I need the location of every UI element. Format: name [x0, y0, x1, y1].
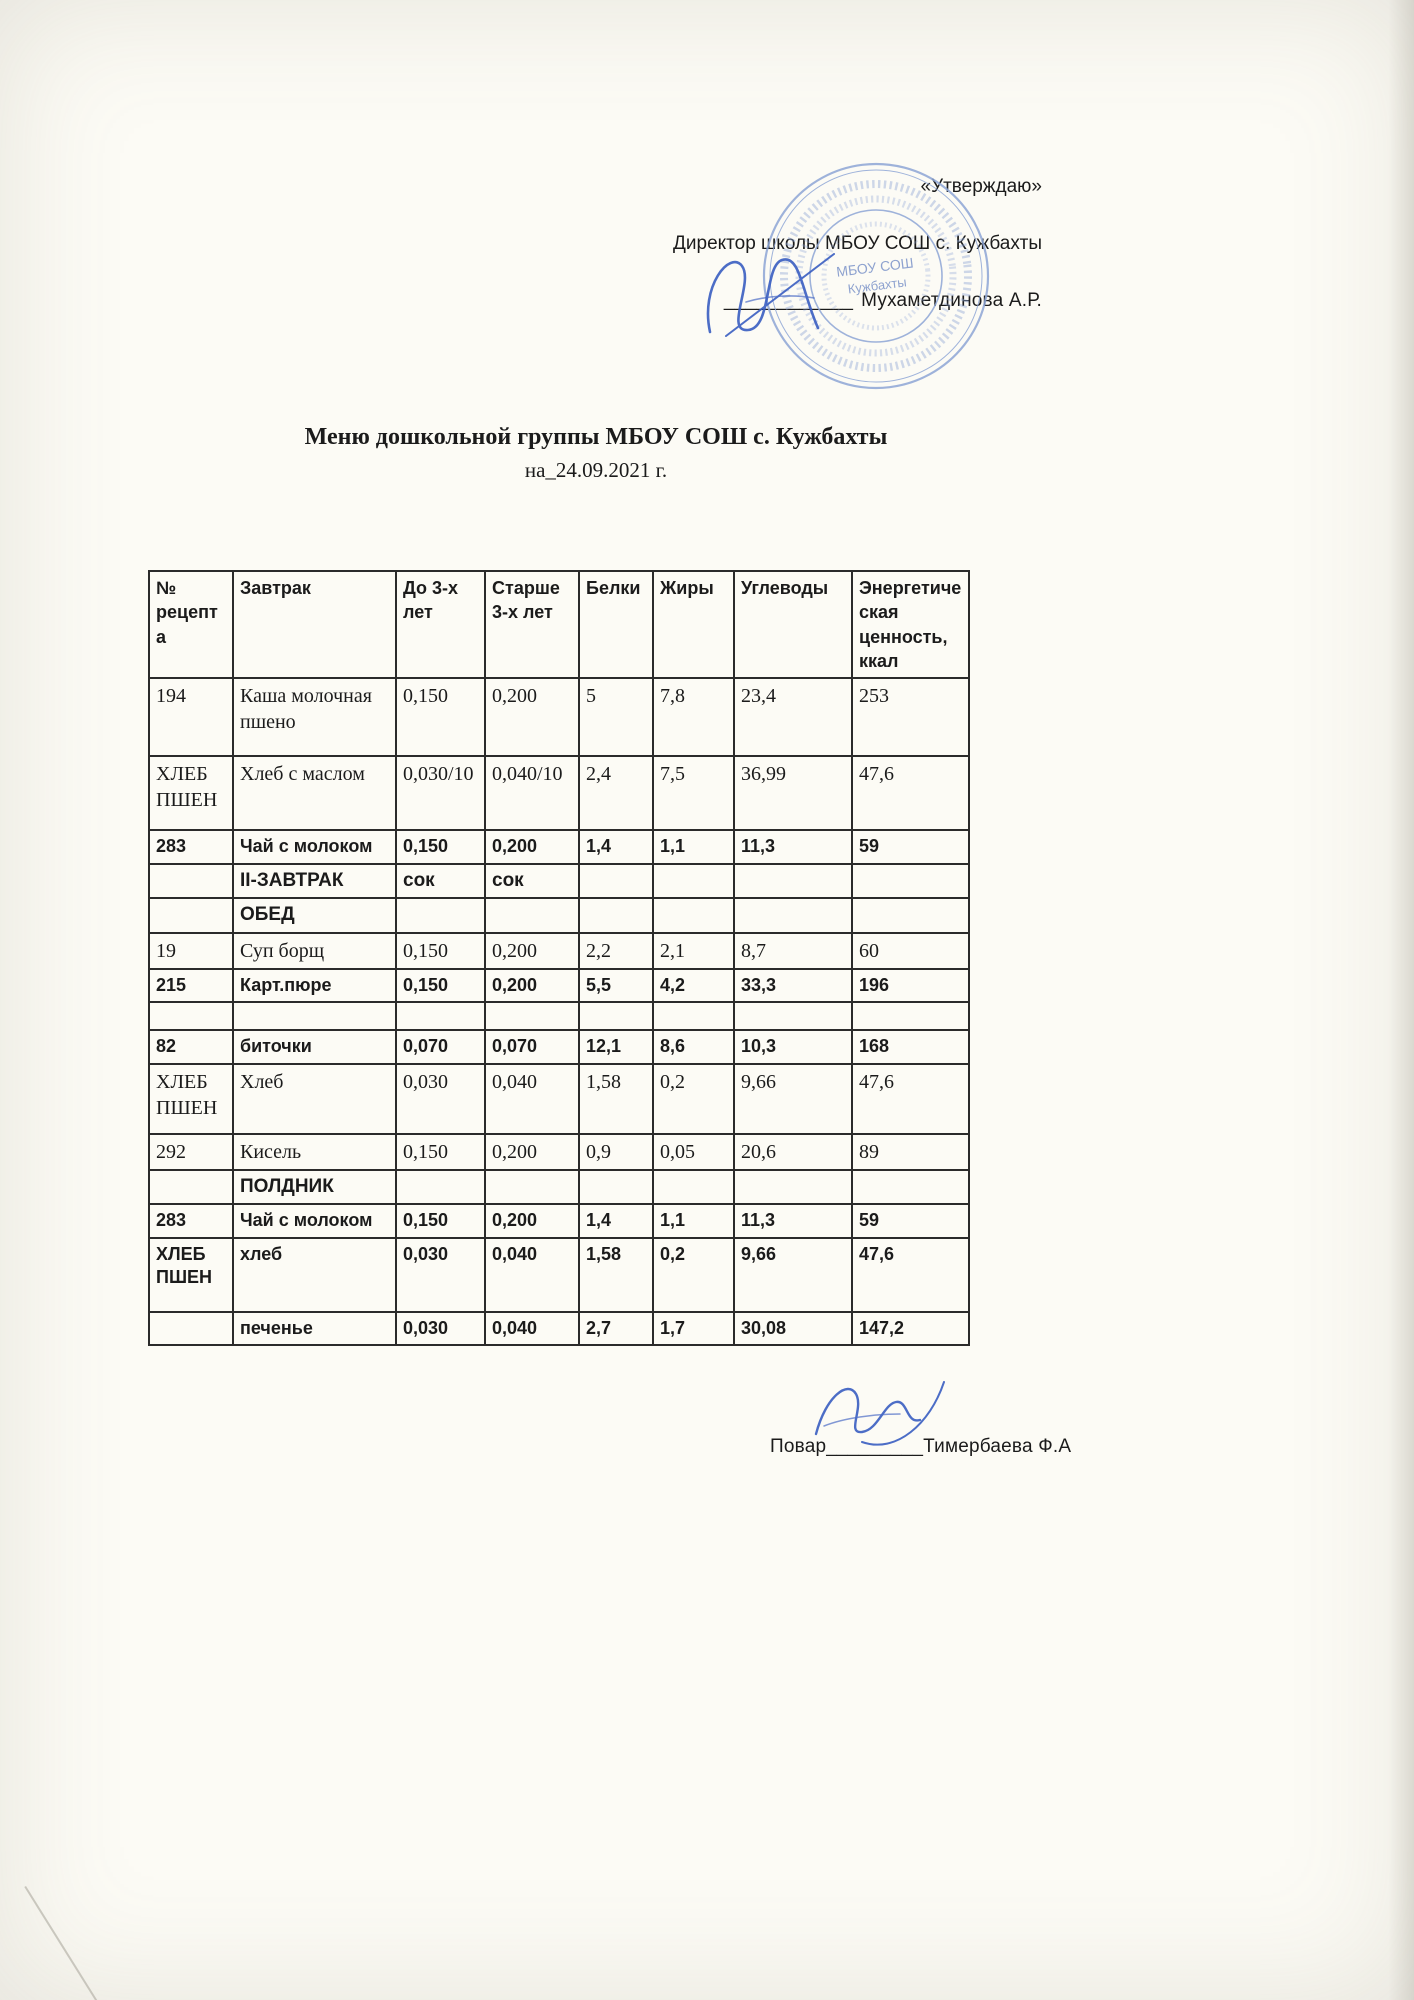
table-cell: Каша молочная пшено [233, 678, 396, 756]
table-row [149, 756, 969, 830]
table-cell [149, 1312, 233, 1345]
table-cell: 82 [149, 1030, 233, 1063]
scan-artifact-line [24, 1886, 105, 2000]
table-cell: 0,070 [396, 1030, 485, 1063]
table-cell: 2,1 [653, 933, 734, 969]
table-cell: 8,6 [653, 1030, 734, 1063]
table-cell: печенье [233, 1312, 396, 1345]
table-cell: 5,5 [579, 969, 653, 1002]
table-cell: 0,040 [485, 1238, 579, 1312]
table-cell: ХЛЕБ ПШЕН [149, 756, 233, 830]
menu-table [148, 570, 970, 1346]
table-cell: 0,9 [579, 1134, 653, 1170]
table-cell: 0,040 [485, 1064, 579, 1134]
table-cell: ХЛЕБ ПШЕН [149, 1238, 233, 1312]
table-cell: хлеб [233, 1238, 396, 1312]
table-cell: 0,030 [396, 1238, 485, 1312]
table-cell: 36,99 [734, 756, 852, 830]
table-cell [396, 1002, 485, 1030]
table-cell [734, 898, 852, 933]
table-header-cell: Углеводы [734, 571, 852, 678]
table-cell [852, 898, 969, 933]
table-cell: сок [396, 864, 485, 899]
director-line: Директор школы МБОУ СОШ с. Кужбахты [673, 232, 1042, 254]
approve-label: «Утверждаю» [920, 176, 1042, 197]
table-row [149, 864, 969, 899]
scan-edge-shade [1388, 0, 1414, 2000]
table-cell [653, 898, 734, 933]
table-cell: 47,6 [852, 756, 969, 830]
table-row [149, 1064, 969, 1134]
page-title: Меню дошкольной группы МБОУ СОШ с. Кужбахты [304, 424, 888, 450]
table-cell: 23,4 [734, 678, 852, 756]
table-cell: 0,05 [653, 1134, 734, 1170]
table-row [149, 933, 969, 969]
table-row [149, 1204, 969, 1237]
table-cell: 0,150 [396, 830, 485, 863]
table-cell: 283 [149, 1204, 233, 1237]
table-cell [852, 1002, 969, 1030]
table-cell: 4,2 [653, 969, 734, 1002]
table-cell: 59 [852, 830, 969, 863]
table-cell: 0,150 [396, 969, 485, 1002]
table-cell: 59 [852, 1204, 969, 1237]
table-cell [396, 1170, 485, 1205]
table-cell [396, 898, 485, 933]
table-cell: 0,040/10 [485, 756, 579, 830]
table-cell: 215 [149, 969, 233, 1002]
table-cell: 11,3 [734, 830, 852, 863]
table-cell: 0,150 [396, 1134, 485, 1170]
table-cell: ОБЕД [233, 898, 396, 933]
cook-name: Тимербаева Ф.А [923, 1436, 1072, 1457]
table-cell [579, 864, 653, 899]
table-cell: 2,7 [579, 1312, 653, 1345]
table-row [149, 1030, 969, 1063]
table-cell: 7,8 [653, 678, 734, 756]
table-cell [734, 1170, 852, 1205]
table-cell: 1,7 [653, 1312, 734, 1345]
table-row [149, 1312, 969, 1345]
table-row [149, 1170, 969, 1205]
table-cell: 147,2 [852, 1312, 969, 1345]
table-cell: ПОЛДНИК [233, 1170, 396, 1205]
table-cell: 0,200 [485, 1134, 579, 1170]
cook-line [770, 1436, 1071, 1458]
table-cell: 194 [149, 678, 233, 756]
table-cell [852, 1170, 969, 1205]
table-cell: 0,200 [485, 969, 579, 1002]
table-cell [579, 1002, 653, 1030]
table-row [149, 969, 969, 1002]
table-cell: ХЛЕБ ПШЕН [149, 1064, 233, 1134]
director-underline: ____________ [723, 289, 854, 311]
table-cell: 10,3 [734, 1030, 852, 1063]
table-cell: 1,4 [579, 1204, 653, 1237]
table-cell: 9,66 [734, 1064, 852, 1134]
cook-label: Повар [770, 1436, 827, 1457]
table-cell [852, 864, 969, 899]
cook-underline: _________ [826, 1436, 924, 1457]
table-header-cell: № рецепта [149, 571, 233, 678]
table-cell: Суп борщ [233, 933, 396, 969]
table-cell: 1,58 [579, 1238, 653, 1312]
table-row [149, 1134, 969, 1170]
menu-table-body [149, 678, 969, 1345]
table-cell: 0,070 [485, 1030, 579, 1063]
table-header-cell: До 3-х лет [396, 571, 485, 678]
table-cell: 1,1 [653, 1204, 734, 1237]
table-cell: 5 [579, 678, 653, 756]
table-cell: 8,7 [734, 933, 852, 969]
table-cell: Хлеб с маслом [233, 756, 396, 830]
table-cell [653, 1170, 734, 1205]
page-subtitle: на_24.09.2021 г. [524, 458, 668, 482]
table-cell: 30,08 [734, 1312, 852, 1345]
table-cell: 0,030/10 [396, 756, 485, 830]
table-row [149, 1002, 969, 1030]
table-cell: 0,200 [485, 830, 579, 863]
table-cell: 0,150 [396, 933, 485, 969]
title-block [0, 424, 1192, 483]
table-cell: 89 [852, 1134, 969, 1170]
table-cell: 60 [852, 933, 969, 969]
table-cell: 292 [149, 1134, 233, 1170]
table-cell: 7,5 [653, 756, 734, 830]
table-cell: Кисель [233, 1134, 396, 1170]
table-cell: Чай с молоком [233, 1204, 396, 1237]
table-cell: Хлеб [233, 1064, 396, 1134]
table-cell: 1,4 [579, 830, 653, 863]
table-cell: 0,200 [485, 933, 579, 969]
director-name: Мухаметдинова А.Р. [861, 289, 1042, 311]
table-cell [653, 1002, 734, 1030]
table-cell [653, 864, 734, 899]
table-cell: 0,200 [485, 678, 579, 756]
table-cell [149, 1002, 233, 1030]
table-row [149, 1238, 969, 1312]
stamp-text-line2: Кужбахты [846, 274, 908, 297]
table-cell: 20,6 [734, 1134, 852, 1170]
table-header-cell: Старше 3-х лет [485, 571, 579, 678]
table-cell: 47,6 [852, 1064, 969, 1134]
table-cell: 11,3 [734, 1204, 852, 1237]
table-cell: 196 [852, 969, 969, 1002]
table-cell: 1,58 [579, 1064, 653, 1134]
table-cell [485, 898, 579, 933]
table-header-cell: Завтрак [233, 571, 396, 678]
table-cell [734, 864, 852, 899]
table-cell: 168 [852, 1030, 969, 1063]
table-cell: 1,1 [653, 830, 734, 863]
director-signature-line [502, 290, 1042, 313]
table-header-cell: Энергетическая ценность, ккал [852, 571, 969, 678]
table-header-cell: Белки [579, 571, 653, 678]
table-cell [485, 1170, 579, 1205]
stamp-text-line1: МБОУ СОШ [835, 254, 915, 280]
approval-block [502, 176, 1042, 346]
table-cell [233, 1002, 396, 1030]
table-cell: 47,6 [852, 1238, 969, 1312]
table-cell [485, 1002, 579, 1030]
table-cell [149, 864, 233, 899]
table-cell: 12,1 [579, 1030, 653, 1063]
table-cell: 0,2 [653, 1238, 734, 1312]
table-cell [734, 1002, 852, 1030]
table-cell [579, 898, 653, 933]
table-cell: 2,4 [579, 756, 653, 830]
table-cell: 2,2 [579, 933, 653, 969]
table-row [149, 678, 969, 756]
table-cell: 0,030 [396, 1312, 485, 1345]
table-cell: 0,200 [485, 1204, 579, 1237]
table-cell: 0,040 [485, 1312, 579, 1345]
table-cell: 9,66 [734, 1238, 852, 1312]
table-cell: 19 [149, 933, 233, 969]
table-cell: 0,030 [396, 1064, 485, 1134]
table-cell: 0,2 [653, 1064, 734, 1134]
table-cell: Чай с молоком [233, 830, 396, 863]
table-cell: 253 [852, 678, 969, 756]
table-row [149, 830, 969, 863]
menu-table-header-row [149, 571, 969, 678]
table-cell: 0,150 [396, 1204, 485, 1237]
table-cell [579, 1170, 653, 1205]
table-cell: биточки [233, 1030, 396, 1063]
table-cell [149, 1170, 233, 1205]
table-cell: сок [485, 864, 579, 899]
table-header-cell: Жиры [653, 571, 734, 678]
table-cell: 33,3 [734, 969, 852, 1002]
table-cell [149, 898, 233, 933]
table-row [149, 898, 969, 933]
table-cell: 283 [149, 830, 233, 863]
table-cell: II-ЗАВТРАК [233, 864, 396, 899]
table-cell: Карт.пюре [233, 969, 396, 1002]
table-cell: 0,150 [396, 678, 485, 756]
